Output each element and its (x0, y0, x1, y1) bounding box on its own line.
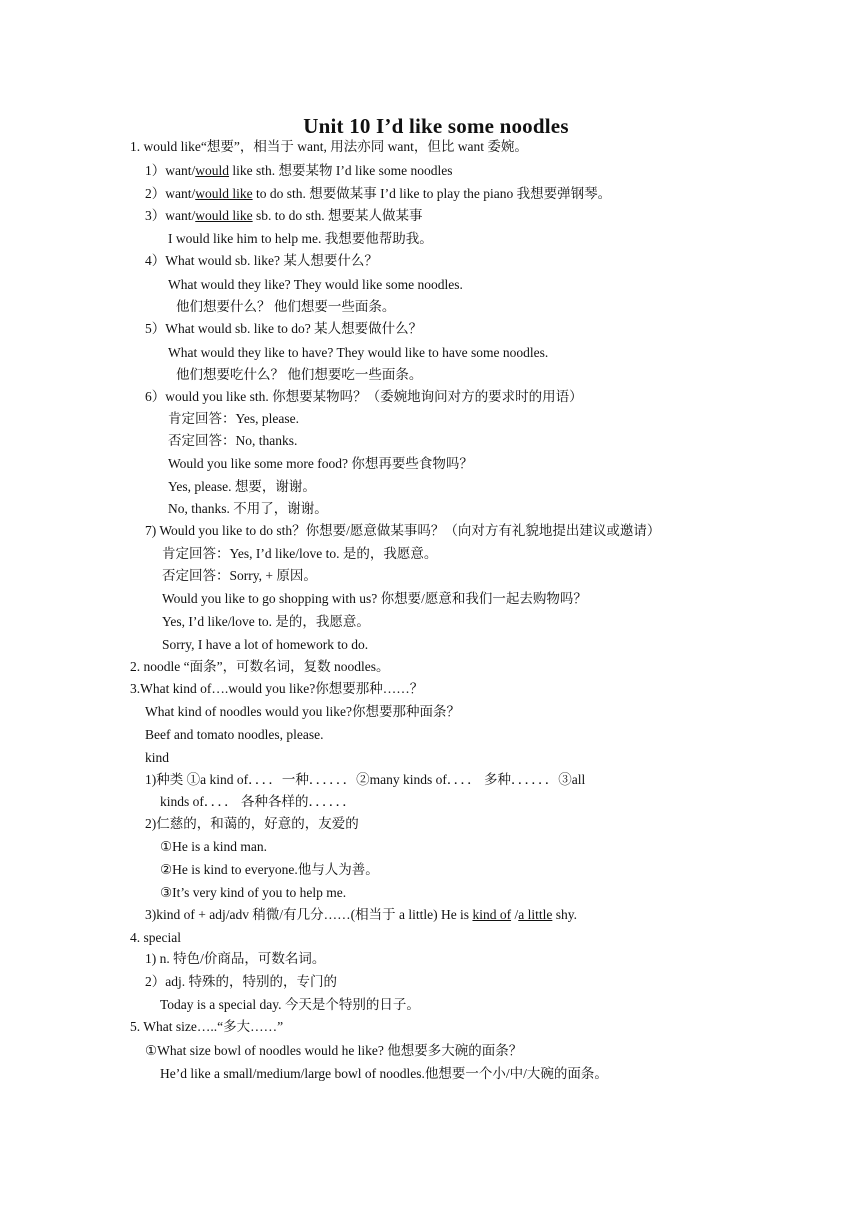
text-line: ③It’s very kind of you to help me. (160, 885, 347, 900)
text-line: 4）What would sb. like? 某人想要什么？ (145, 253, 378, 268)
text-line: Yes, I’d like/love to. 是的，我愿意。 (162, 614, 370, 629)
text-line: ②He is kind to everyone.他与人为善。 (160, 862, 379, 877)
text-line: 2)仁慈的，和蔼的，好意的，友爱的 (145, 816, 359, 831)
text-line: 否定回答：Sorry, + 原因。 (162, 568, 317, 583)
underlined-phrase: would like (195, 186, 253, 201)
text-line: 1）want/would like sth. 想要某物 I’d like some noodles (145, 163, 453, 178)
text-line: kind (145, 750, 170, 765)
text-line: Would you like some more food? 你想再要些食物吗？ (168, 456, 473, 471)
underlined-phrase: a little (518, 907, 553, 922)
text-line: What would they like? They would like some noodles. (168, 277, 463, 292)
text-line: Beef and tomato noodles, please. (145, 727, 324, 742)
text-line: 1) n. 特色/价商品，可数名词。 (145, 951, 326, 966)
text-line: Today is a special day. 今天是个特别的日子。 (160, 997, 420, 1012)
underlined-phrase: kind of (472, 907, 512, 922)
text-line: 否定回答：No, thanks. (168, 433, 298, 448)
text-line: 7) Would you like to do sth？你想要/愿意做某事吗？（向对方有礼貌地提出建议或邀请） (145, 523, 661, 538)
text-line: Yes, please. 想要，谢谢。 (168, 479, 316, 494)
text-line: What would they like to have? They would like to have some noodles. (168, 345, 549, 360)
text-line: 肯定回答：Yes, I’d like/love to. 是的，我愿意。 (162, 546, 438, 561)
text-line: 2）want/would like to do sth. 想要做某事 I’d like to play the piano 我想要弹钢琴。 (145, 186, 612, 201)
text-line: ①What size bowl of noodles would he like? 他想要多大碗的面条？ (145, 1043, 523, 1058)
text-line: I would like him to help me. 我想要他帮助我。 (168, 231, 433, 246)
text-line: No, thanks. 不用了，谢谢。 (168, 501, 328, 516)
text-line: 肯定回答：Yes, please. (168, 411, 299, 426)
page-title: Unit 10 I’d like some noodles (303, 114, 569, 138)
text-line: Would you like to go shopping with us? 你想要/愿意和我们一起去购物吗？ (162, 591, 587, 606)
text-line: ①He is a kind man. (160, 839, 267, 854)
text-line: 3）want/would like sb. to do sth. 想要某人做某事 (145, 208, 423, 223)
text-line: 5. What size…..“多大……” (130, 1019, 284, 1034)
text-line: 3.What kind of….would you like?你想要那种……？ (130, 681, 424, 696)
text-line: 2. noodle “面条”，可数名词，复数 noodles。 (130, 659, 390, 674)
text-line: 他们想要什么？ 他们想要一些面条。 (176, 299, 396, 314)
text-line: 3)kind of + adj/adv 稍微/有几分……(相当于 a little) He is kind of /a little shy. (145, 907, 577, 922)
text-line: 1)种类 ①a kind of．．．．一种．．．．．．②many kinds of．．．． 多种．．．．．．③all (145, 772, 586, 787)
text-line: Sorry, I have a lot of homework to do. (162, 637, 369, 652)
text-line: 4. special (130, 930, 181, 945)
text-line: What kind of noodles would you like?你想要那种面条？ (145, 704, 460, 719)
text-line: 他们想要吃什么？ 他们想要吃一些面条。 (176, 367, 423, 382)
text-line: 6）would you like sth. 你想要某物吗？（委婉地询问对方的要求时的用语） (145, 389, 583, 404)
underlined-phrase: would like (195, 208, 253, 223)
text-line: kinds of．．．． 各种各样的．．．．．． (160, 794, 356, 809)
text-line: 5）What would sb. like to do? 某人想要做什么？ (145, 321, 423, 336)
text-line: 1. would like“想要”，相当于 want, 用法亦同 want，但比 want 委婉。 (130, 139, 528, 154)
text-line: 2）adj. 特殊的，特别的，专门的 (145, 974, 337, 989)
underlined-phrase: would (195, 163, 229, 178)
text-line: He’d like a small/medium/large bowl of noodles.他想要一个小/中/大碗的面条。 (160, 1066, 608, 1081)
